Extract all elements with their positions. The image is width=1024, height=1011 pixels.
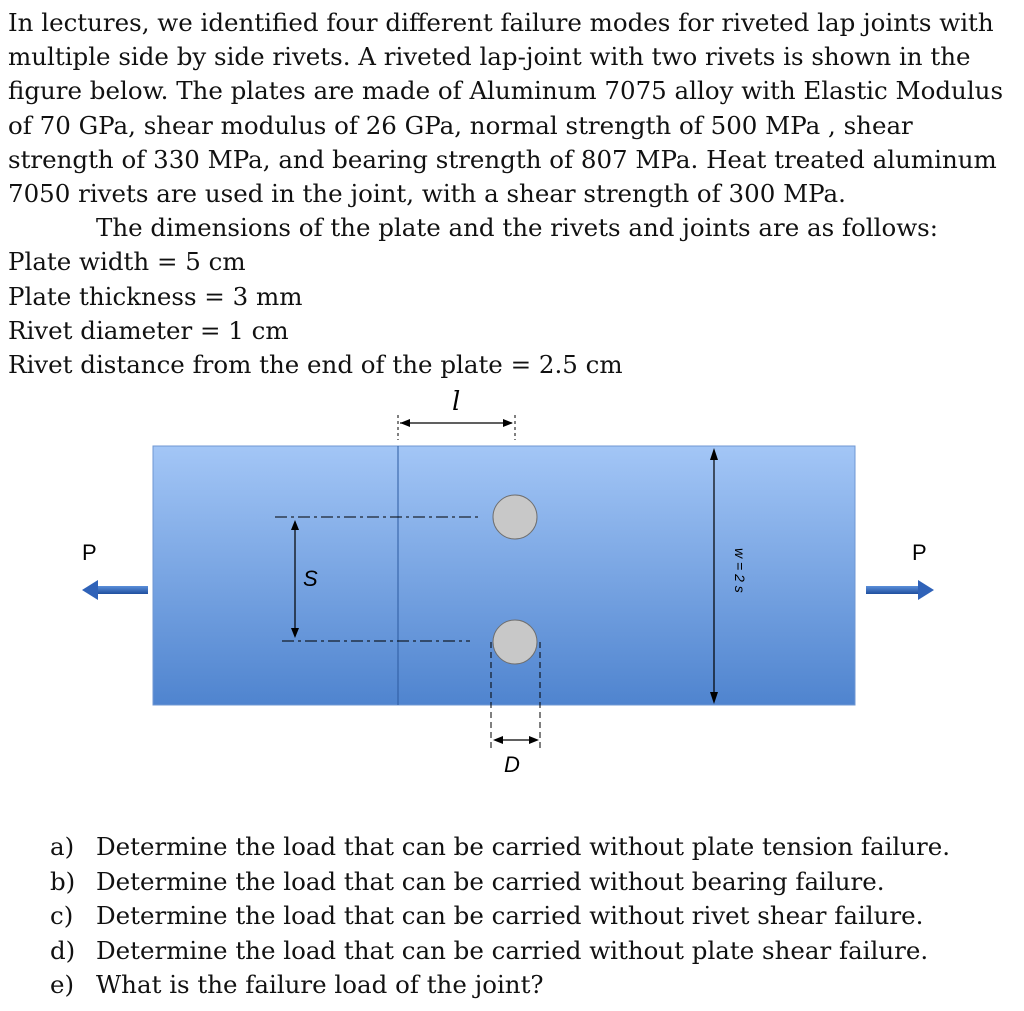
load-arrow-right [866,580,934,600]
label-l: l [452,387,461,417]
rivet-bottom [493,620,537,664]
problem-statement [8,6,1018,382]
plate [153,446,855,705]
question-text: Determine the load that can be carried without rivet shear failure. [96,901,924,930]
question-text: What is the failure load of the joint? [96,970,544,999]
dimensions-intro: The dimensions of the plate and the rivets and joints are as follows: [96,213,939,243]
label-p-right: P [912,540,927,565]
load-arrow-left [82,580,148,600]
dimension-rivet-end-distance: Rivet distance from the end of the plate = 2.5 cm [8,350,623,380]
dimension-plate-thickness: Plate thickness = 3 mm [8,281,303,311]
question-text: Determine the load that can be carried without plate tension failure. [96,832,951,861]
question-label: a) [50,832,75,861]
dimension-plate-width: Plate width = 5 cm [8,247,246,277]
question-d [50,934,950,969]
question-text: Determine the load that can be carried without bearing failure. [96,866,885,896]
intro-paragraph: In lectures, we identified four different failure modes for riveted lap joints with multiple side by side rivets. A riveted lap-joint with two rivets is shown in the figure below. The plates are made of Aluminum 7075 alloy with Elastic Modulus of 70 GPa, shear modulus of 26 GPa, normal strength of 500 MPa , shear strength of 330 MPa, and bearing strength of 807 MPa. Heat treated aluminum 7050 rivets are used in the joint, with a shear strength of 300 MPa. [8,8,1004,209]
question-label: d) [50,935,76,965]
rivet-top [493,495,537,539]
question-label: e) [50,970,75,999]
lap-joint-figure [0,380,1024,800]
label-d: D [504,752,520,777]
label-s: S [303,566,318,591]
question-a [50,830,950,865]
label-w-eq-2s: w = 2 s [732,548,748,593]
question-label: c) [50,901,74,930]
question-b [50,865,950,900]
question-e [50,968,950,1003]
dimension-rivet-diameter: Rivet diameter = 1 cm [8,315,289,345]
question-label: b) [50,866,76,896]
question-c [50,899,950,934]
question-text: Determine the load that can be carried without plate shear failure. [96,935,929,965]
question-list [50,830,950,1003]
label-p-left: P [82,540,97,565]
